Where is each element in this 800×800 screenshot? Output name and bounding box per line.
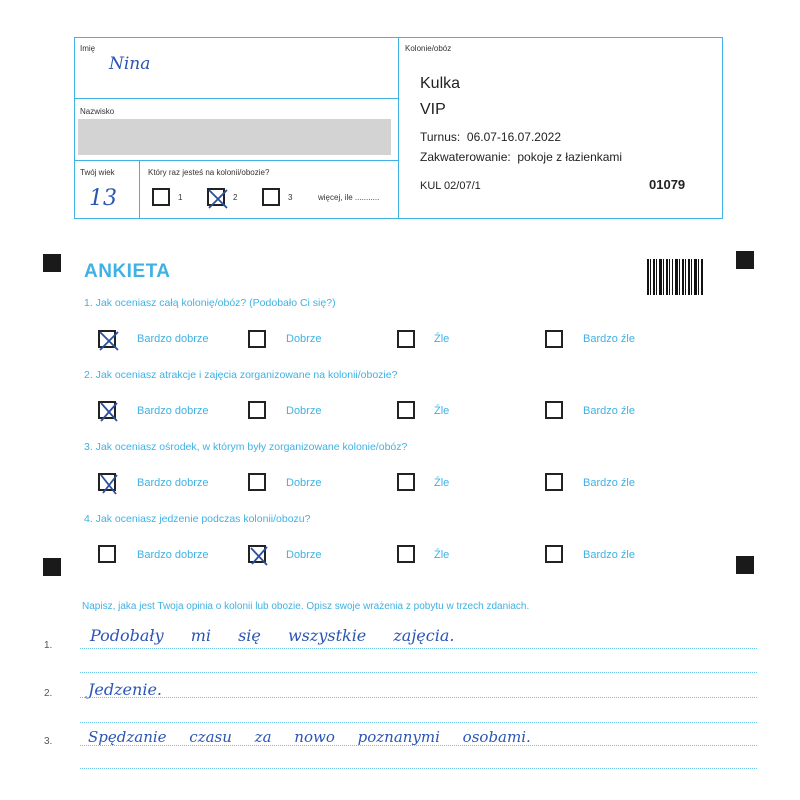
q1-option-dobrze: Dobrze — [286, 333, 322, 345]
question-1-text: 1. Jak oceniasz całą kolonię/obóz? (Podobało Ci się?) — [84, 297, 336, 309]
q3-option-bardzo-zle: Bardzo źle — [583, 477, 635, 489]
q3-option-bardzo-dobrze: Bardzo dobrze — [137, 477, 209, 489]
check-x-icon — [97, 472, 121, 496]
header-card — [74, 37, 723, 219]
last-name-label: Nazwisko — [80, 107, 115, 116]
visit-count-checkbox-1[interactable] — [152, 188, 170, 206]
q2-checkbox-dobrze[interactable] — [248, 401, 266, 419]
question-4-text: 4. Jak oceniasz jedzenie podczas kolonii/obozu? — [84, 513, 311, 525]
age-value[interactable]: 13 — [89, 186, 117, 211]
first-name-label: Imię — [80, 44, 96, 53]
column-divider — [139, 160, 140, 218]
q2-option-bardzo-zle: Bardzo źle — [583, 405, 635, 417]
answer-line-2b — [80, 722, 757, 723]
accommodation: Zakwaterowanie: pokoje z łazienkami — [420, 150, 623, 164]
camp-name: Kulka — [420, 75, 461, 92]
visit-count-checkbox-2[interactable] — [207, 188, 225, 206]
turnus-dates: Turnus: 06.07-16.07.2022 — [420, 130, 561, 144]
answer-line-1b — [80, 672, 757, 673]
row-divider — [75, 98, 398, 99]
q3-checkbox-bardzo-zle[interactable] — [545, 473, 563, 491]
visit-count-label: Który raz jesteś na kolonii/obozie? — [148, 168, 270, 177]
answer-line-number-3: 3. — [44, 736, 53, 747]
registration-marker-bottom-left — [43, 558, 61, 576]
check-x-icon — [206, 187, 230, 211]
row-divider — [75, 160, 398, 161]
q2-option-zle: Źle — [434, 405, 450, 417]
q4-option-bardzo-zle: Bardzo źle — [583, 549, 635, 561]
survey-title: ANKIETA — [84, 261, 171, 282]
form-number: 01079 — [649, 177, 686, 192]
q3-checkbox-bardzo-dobrze[interactable] — [98, 473, 116, 491]
answer-line-number-1: 1. — [44, 640, 53, 651]
first-name-value[interactable]: Nina — [109, 54, 151, 74]
q3-option-zle: Źle — [434, 477, 450, 489]
answer-line-number-2: 2. — [44, 688, 53, 699]
q4-checkbox-bardzo-dobrze[interactable] — [98, 545, 116, 563]
q4-option-dobrze: Dobrze — [286, 549, 322, 561]
answer-line-1 — [80, 648, 757, 649]
camp-code: KUL 02/07/1 — [420, 180, 481, 192]
answer-1-text[interactable]: Podobały mi się wszystkie zajęcia. — [90, 626, 455, 645]
answer-3-text[interactable]: Spędzanie czasu za nowo poznanymi osobami. — [88, 728, 531, 746]
answer-line-2 — [80, 697, 757, 698]
q4-checkbox-dobrze[interactable] — [248, 545, 266, 563]
barcode-image — [647, 259, 703, 295]
q1-checkbox-bardzo-zle[interactable] — [545, 330, 563, 348]
visit-count-option-1: 1 — [178, 193, 183, 202]
q2-option-bardzo-dobrze: Bardzo dobrze — [137, 405, 209, 417]
q1-checkbox-bardzo-dobrze[interactable] — [98, 330, 116, 348]
check-x-icon — [247, 544, 271, 568]
answer-2-text[interactable]: Jedzenie. — [88, 680, 162, 699]
visit-count-option-3: 3 — [288, 193, 293, 202]
visit-count-more-label: więcej, ile ........... — [318, 193, 380, 202]
q4-checkbox-zle[interactable] — [397, 545, 415, 563]
age-label: Twój wiek — [80, 168, 115, 177]
q2-option-dobrze: Dobrze — [286, 405, 322, 417]
q2-checkbox-bardzo-dobrze[interactable] — [98, 401, 116, 419]
q1-option-bardzo-zle: Bardzo źle — [583, 333, 635, 345]
last-name-redacted-field[interactable] — [78, 119, 391, 155]
check-x-icon — [97, 400, 121, 424]
column-divider — [398, 38, 399, 218]
q1-option-zle: Źle — [434, 333, 450, 345]
q4-option-bardzo-dobrze: Bardzo dobrze — [137, 549, 209, 561]
visit-count-checkbox-3[interactable] — [262, 188, 280, 206]
question-3-text: 3. Jak oceniasz ośrodek, w którym były zorganizowane kolonie/obóz? — [84, 441, 408, 453]
q1-option-bardzo-dobrze: Bardzo dobrze — [137, 333, 209, 345]
q3-checkbox-dobrze[interactable] — [248, 473, 266, 491]
registration-marker-bottom-right — [736, 556, 754, 574]
registration-marker-top-right — [736, 251, 754, 269]
q3-option-dobrze: Dobrze — [286, 477, 322, 489]
camp-type: VIP — [420, 101, 446, 118]
answer-line-3 — [80, 745, 757, 746]
check-x-icon — [97, 329, 121, 353]
q2-checkbox-zle[interactable] — [397, 401, 415, 419]
q1-checkbox-dobrze[interactable] — [248, 330, 266, 348]
q3-checkbox-zle[interactable] — [397, 473, 415, 491]
answer-line-3b — [80, 768, 757, 769]
q4-checkbox-bardzo-zle[interactable] — [545, 545, 563, 563]
opinion-prompt: Napisz, jaka jest Twoja opinia o kolonii lub obozie. Opisz swoje wrażenia z pobytu w trzech zdaniach. — [82, 601, 530, 612]
camp-label: Kolonie/obóz — [405, 44, 452, 53]
visit-count-option-2: 2 — [233, 193, 238, 202]
question-2-text: 2. Jak oceniasz atrakcje i zajęcia zorganizowane na kolonii/obozie? — [84, 369, 398, 381]
registration-marker-top-left — [43, 254, 61, 272]
q4-option-zle: Źle — [434, 549, 450, 561]
q2-checkbox-bardzo-zle[interactable] — [545, 401, 563, 419]
q1-checkbox-zle[interactable] — [397, 330, 415, 348]
